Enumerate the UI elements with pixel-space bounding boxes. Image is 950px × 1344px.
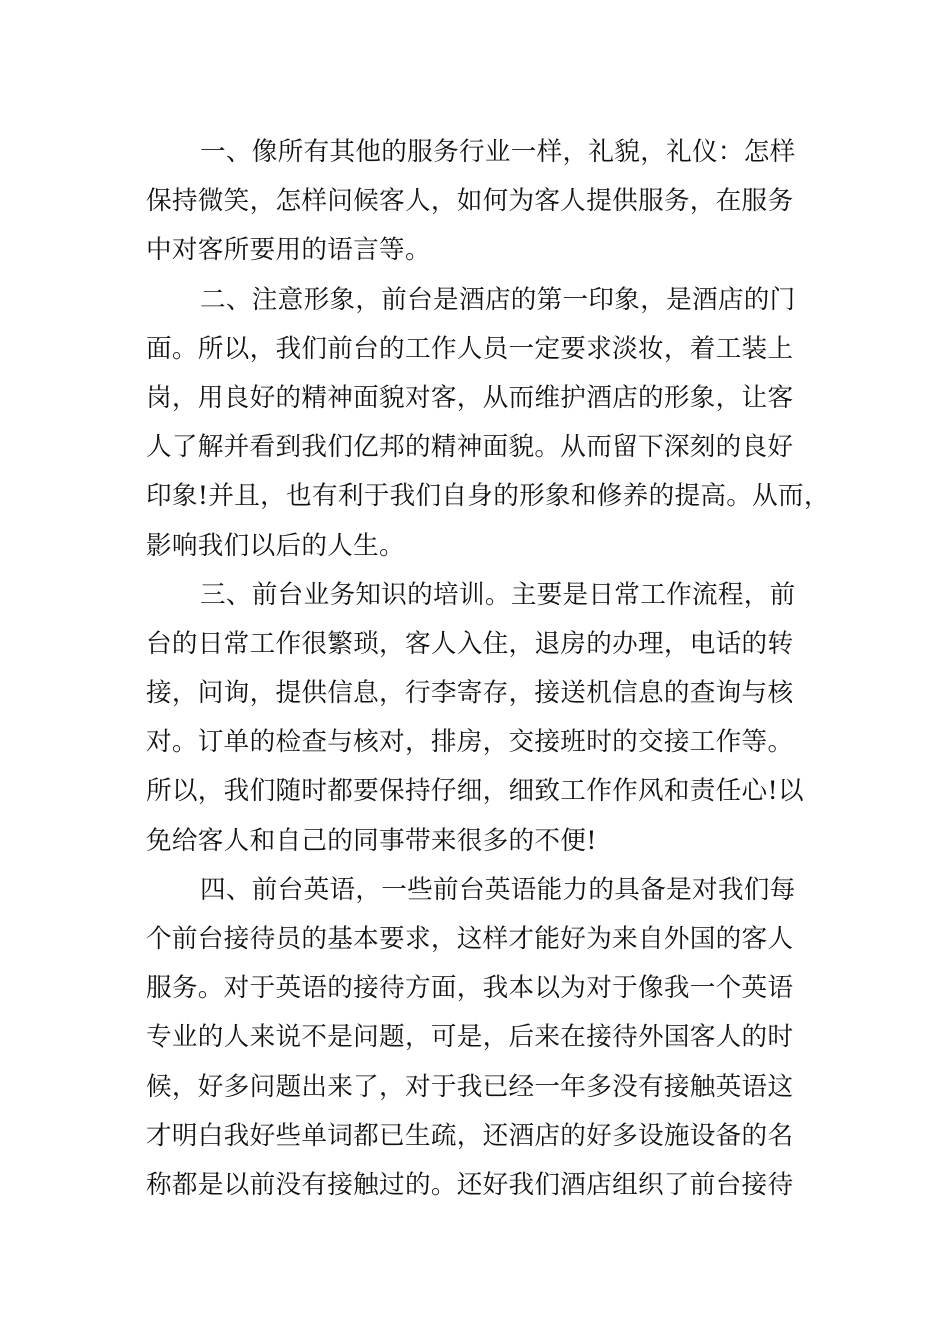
- paragraph-4: [146, 866, 826, 1210]
- paragraph-line: 中对客所要用的语言等。: [146, 235, 431, 266]
- paragraph-line: 台的日常工作很繁琐，客人入住，退房的办理，电话的转: [146, 628, 794, 659]
- paragraph-1: [146, 128, 826, 276]
- document-body: [146, 128, 830, 1210]
- paragraph-line: 二、注意形象，前台是酒店的第一印象，是酒店的门: [200, 284, 796, 315]
- paragraph-line: 所以，我们随时都要保持仔细，细致工作作风和责任心!以: [146, 776, 804, 807]
- paragraph-line: 接，问询，提供信息，行李寄存，接送机信息的查询与核: [146, 678, 794, 709]
- paragraph-line: 称都是以前没有接触过的。还好我们酒店组织了前台接待: [146, 1169, 794, 1200]
- paragraph-line: 才明白我好些单词都已生疏，还酒店的好多设施设备的名: [146, 1120, 794, 1151]
- paragraph-2: [146, 276, 830, 571]
- paragraph-line: 一、像所有其他的服务行业一样，礼貌，礼仪：怎样: [200, 137, 796, 167]
- paragraph-line: 三、前台业务知识的培训。主要是日常工作流程，前: [200, 579, 796, 610]
- paragraph-line: 印象!并且，也有利于我们自身的形象和修养的提高。从而，: [146, 481, 830, 512]
- paragraph-line: 岗，用良好的精神面貌对客，从而维护酒店的形象，让客: [146, 382, 794, 413]
- paragraph-line: 服务。对于英语的接待方面，我本以为对于像我一个英语: [146, 973, 794, 1004]
- paragraph-line: 免给客人和自己的同事带来很多的不便!: [146, 825, 597, 856]
- paragraph-line: 个前台接待员的基本要求，这样才能好为来自外国的客人: [146, 924, 794, 954]
- paragraph-line: 人了解并看到我们亿邦的精神面貌。从而留下深刻的良好: [146, 432, 794, 463]
- paragraph-line: 影响我们以后的人生。: [146, 530, 405, 561]
- paragraph-line: 保持微笑，怎样问候客人，如何为客人提供服务，在服务: [146, 186, 794, 217]
- paragraph-3: [146, 571, 826, 866]
- paragraph-line: 候，好多问题出来了，对于我已经一年多没有接触英语这: [146, 1071, 794, 1102]
- paragraph-line: 面。所以，我们前台的工作人员一定要求淡妆，着工装上: [146, 333, 794, 364]
- paragraph-line: 专业的人来说不是问题，可是，后来在接待外国客人的时: [146, 1022, 794, 1053]
- paragraph-line: 对。订单的检查与核对，排房，交接班时的交接工作等。: [146, 727, 794, 758]
- paragraph-line: 四、前台英语，一些前台英语能力的具备是对我们每: [200, 874, 796, 905]
